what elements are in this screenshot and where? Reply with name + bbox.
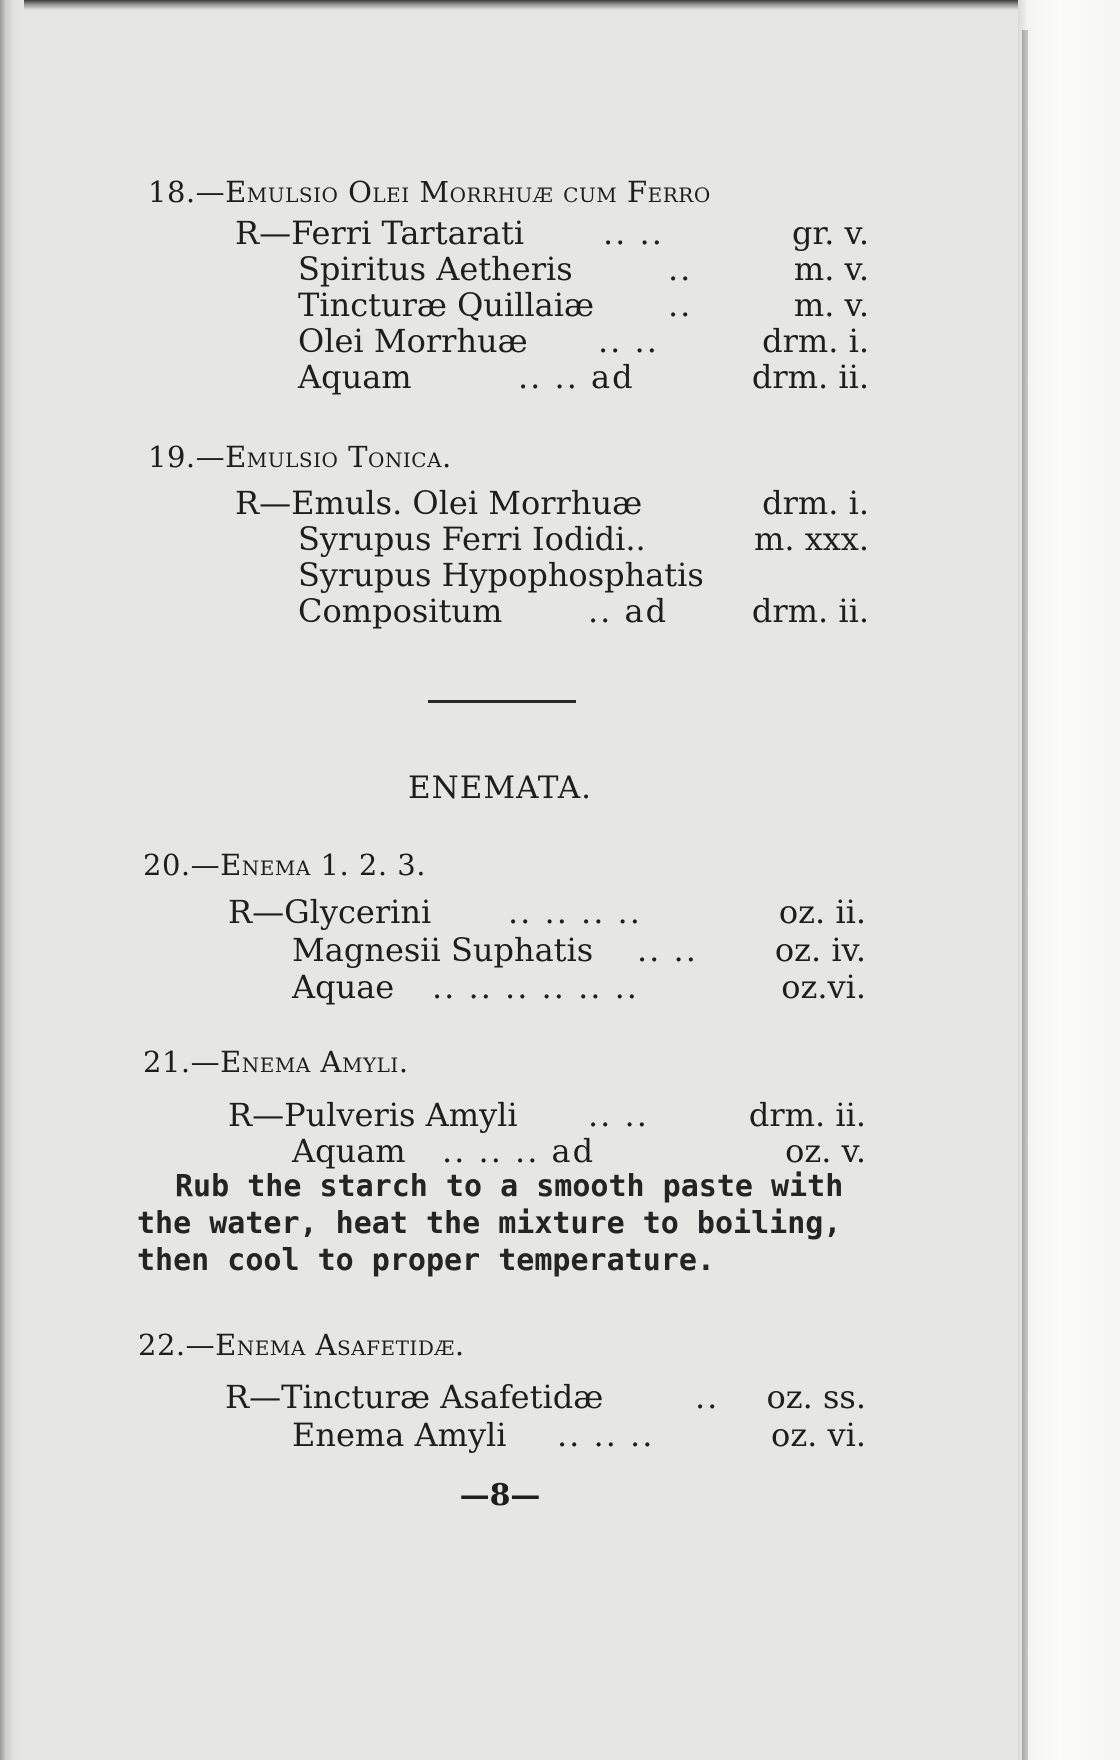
leader-dots: .. .. [598,322,659,360]
recipe-line [228,1098,866,1132]
recipe-line [298,252,869,286]
ingredient-name: R—Ferri Tartarati [235,214,525,252]
dose: oz. v. [785,1132,866,1170]
recipe-line [298,324,869,358]
ingredient-name: Syrupus Ferri Iodidi.. [298,520,646,558]
leader-dots: .. .. ad [518,358,635,396]
leader-dots: .. [668,286,693,324]
ingredient-name: Compositum [298,592,503,630]
preparation-note: Rub the starch to a smooth paste with the water, heat the mixture to boiling, then cool to proper temperature. [137,1169,844,1278]
ingredient-name: Enema Amyli [292,1416,507,1454]
ingredient-name: Magnesii Suphatis [292,931,594,969]
dose: oz. vi. [771,1416,866,1454]
page-number: —8— [459,1478,541,1513]
leader-dots: .. .. .. ad [442,1132,596,1170]
dose: drm. ii. [751,592,869,630]
section-title: ENEMATA. [407,770,593,806]
ingredient-name: Syrupus Hypophosphatis [298,556,704,594]
recipe-line [292,1418,866,1452]
dose: oz. ii. [778,893,866,931]
binding-shadow [1022,30,1028,1760]
ingredient-name: Olei Morrhuæ [298,322,528,360]
recipe-line [292,1134,866,1168]
leader-dots: .. .. [603,214,664,252]
ingredient-name: Aquam [298,358,412,396]
ingredient-name: R—Emuls. Olei Morrhuæ [235,484,643,522]
recipe-line [298,594,869,628]
leader-dots: .. .. .. .. [508,893,642,931]
recipe-line [228,895,866,929]
leader-dots: .. .. [637,931,698,969]
leader-dots: .. .. [588,1096,649,1134]
leader-dots: .. .. .. [557,1416,655,1454]
dose: drm. ii. [751,358,869,396]
dose: drm. ii. [748,1096,866,1134]
recipe-22-heading: 22.—Enema Asafetidæ. [138,1328,465,1362]
dose: oz. iv. [774,931,866,969]
recipe-18-heading: 18.—Emulsio Olei Morrhuæ cum Ferro [148,175,711,209]
ingredient-name: R—Glycerini [228,893,432,931]
recipe-line [298,288,869,322]
recipe-line [298,558,869,592]
dose: drm. i. [762,322,869,360]
recipe-line [298,522,869,556]
leader-dots: .. [695,1378,720,1416]
leader-dots: .. .. .. .. .. .. [432,968,639,1006]
recipe-line [225,1380,866,1414]
dose: m. xxx. [754,520,869,558]
ingredient-name: R—Tincturæ Asafetidæ [225,1378,604,1416]
recipe-21-heading: 21.—Enema Amyli. [143,1045,409,1079]
ingredient-name: Aquae [292,968,395,1006]
dose: gr. v. [791,214,869,252]
recipe-line [235,216,869,250]
ingredient-name: Spiritus Aetheris [298,250,573,288]
leader-dots: .. ad [588,592,669,630]
recipe-line [292,933,866,967]
dose: m. v. [793,250,869,288]
page-gutter [1018,0,1120,1760]
ingredient-name: Aquam [292,1132,406,1170]
recipe-19-heading: 19.—Emulsio Tonica. [148,440,452,474]
recipe-line [235,486,869,520]
dose: m. v. [793,286,869,324]
leader-dots: .. [668,250,693,288]
recipe-line [298,360,869,394]
ingredient-name: R—Pulveris Amyli [228,1096,518,1134]
recipe-20-heading: 20.—Enema 1. 2. 3. [143,848,426,882]
ingredient-name: Tincturæ Quillaiæ [298,286,595,324]
dose: oz.vi. [781,968,866,1006]
dose: oz. ss. [766,1378,866,1416]
dose: drm. i. [762,484,869,522]
recipe-line [292,970,866,1004]
section-divider [428,700,576,703]
